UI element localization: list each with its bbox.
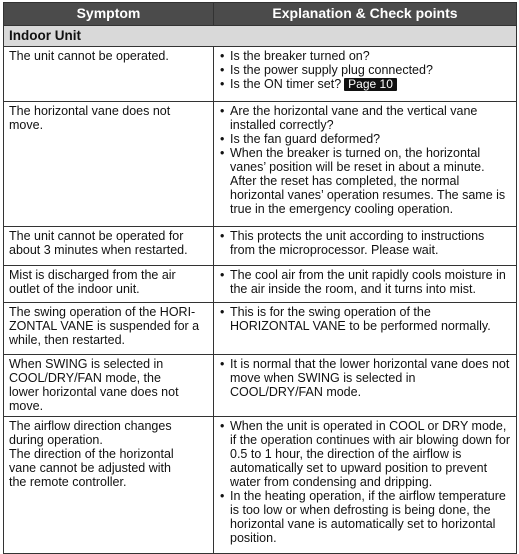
check-point: • When the unit is operated in COOL or DRY mode, if the operation continues with air blowing down for 0.5 to 1 hour, the direction of the airflow is automatically set to upward position to prevent water from condensing and dripping.: [219, 419, 511, 489]
symptom-cell: The unit cannot be operated for about 3 minutes when restarted.: [4, 227, 214, 266]
check-point-list: [219, 104, 511, 216]
check-point: [219, 77, 511, 91]
table-row: [4, 355, 517, 417]
symptom-cell: The airflow direction changes during operation. The direction of the horizontal vane cannot be adjusted with the remote controller.: [4, 417, 214, 554]
symptom-cell: The horizontal vane does not move.: [4, 102, 214, 227]
explanation-cell: [214, 266, 517, 303]
explanation-cell: [214, 355, 517, 417]
check-point-list: [219, 357, 511, 399]
symptom-cell: When SWING is selected in COOL/DRY/FAN mode, the lower horizontal vane does not move.: [4, 355, 214, 417]
table-row: [4, 102, 517, 227]
symptom-cell: The swing operation of the HORI- ZONTAL VANE is suspended for a while, then restarted.: [4, 303, 214, 355]
check-point-text: Is the ON timer set?: [230, 77, 342, 91]
check-point: • Is the power supply plug connected?: [219, 63, 511, 77]
check-point: • Is the fan guard deformed?: [219, 132, 511, 146]
explanation-cell: [214, 47, 517, 102]
check-point: • When the breaker is turned on, the horizontal vanes’ position will be reset in about a minute. After the reset has completed, the normal horizontal vanes’ operation resumes. The same is true in the emergency cooling operation.: [219, 146, 511, 216]
check-point: • It is normal that the lower horizontal vane does not move when SWING is selected in COOL/DRY/FAN mode.: [219, 357, 511, 399]
explanation-cell: [214, 102, 517, 227]
check-point: • This protects the unit according to instructions from the microprocessor. Please wait.: [219, 229, 511, 257]
troubleshooting-table: [3, 2, 517, 554]
table-row: [4, 227, 517, 266]
table-row: [4, 417, 517, 554]
symptom-cell: Mist is discharged from the air outlet of the indoor unit.: [4, 266, 214, 303]
explanation-cell: [214, 227, 517, 266]
explanation-column-header: Explanation & Check points: [214, 3, 517, 26]
section-title: Indoor Unit: [4, 26, 517, 47]
check-point-list: [219, 305, 511, 333]
explanation-cell: [214, 303, 517, 355]
check-point: • This is for the swing operation of the HORIZONTAL VANE to be performed normally.: [219, 305, 511, 333]
symptom-column-header: Symptom: [4, 3, 214, 26]
check-point: • In the heating operation, if the airflow temperature is too low or when defrosting is being done, the horizontal vane is automatically set to horizontal position.: [219, 489, 511, 545]
table-header-row: [4, 3, 517, 26]
check-point-list: [219, 49, 511, 91]
page-reference-badge: Page 10: [344, 78, 397, 91]
table-row: [4, 303, 517, 355]
check-point: • Are the horizontal vane and the vertical vane installed correctly?: [219, 104, 511, 132]
check-point-list: [219, 268, 511, 296]
table-row: [4, 47, 517, 102]
explanation-cell: [214, 417, 517, 554]
check-point: • Is the breaker turned on?: [219, 49, 511, 63]
table-row: [4, 266, 517, 303]
symptom-cell: The unit cannot be operated.: [4, 47, 214, 102]
check-point-list: [219, 229, 511, 257]
check-point: • The cool air from the unit rapidly cools moisture in the air inside the room, and it turns into mist.: [219, 268, 511, 296]
check-point-list: [219, 419, 511, 545]
section-row-indoor-unit: [4, 26, 517, 47]
